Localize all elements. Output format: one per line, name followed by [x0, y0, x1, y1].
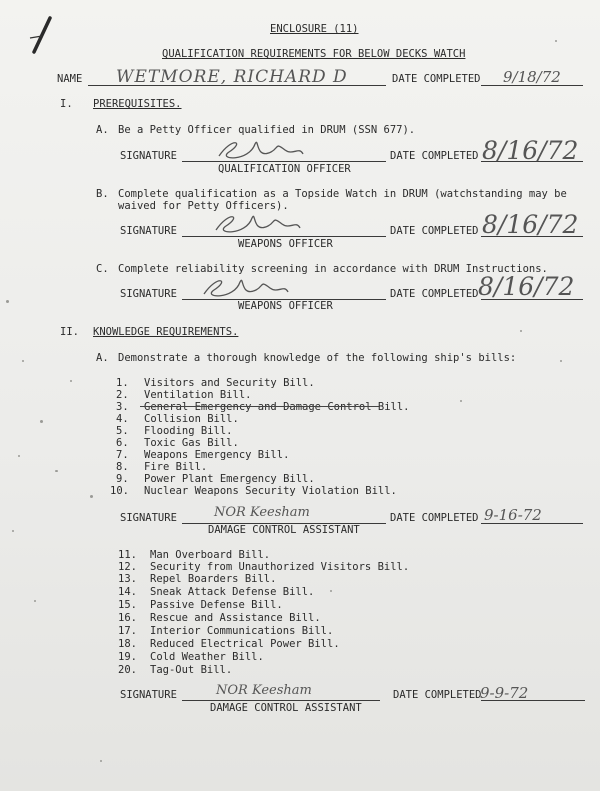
item-1c-date-value: 8/16/72: [478, 272, 575, 301]
name-label: NAME: [57, 73, 83, 85]
bill-number: 14.: [118, 586, 137, 598]
item-1a-officer: QUALIFICATION OFFICER: [218, 163, 351, 175]
item-1c-officer: WEAPONS OFFICER: [238, 300, 333, 312]
bill-name: Sneak Attack Defense Bill.: [150, 586, 315, 598]
bill-name: Power Plant Emergency Bill.: [144, 473, 315, 485]
bill-name: Man Overboard Bill.: [150, 549, 271, 561]
speck: [555, 40, 557, 42]
item-1b-signature-scrawl: [212, 208, 302, 238]
item-1a-date-label: DATE COMPLETED: [390, 150, 479, 162]
item-1b-officer: WEAPONS OFFICER: [238, 238, 333, 250]
speck: [34, 600, 36, 602]
bill-name: Rescue and Assistance Bill.: [150, 612, 321, 624]
bill-name: Nuclear Weapons Security Violation Bill.: [144, 485, 397, 497]
item-1c-signature-scrawl: [200, 272, 290, 302]
speck: [6, 300, 9, 303]
bill-name: Ventilation Bill.: [144, 389, 252, 401]
bill-name: Fire Bill.: [144, 461, 208, 473]
bill-number: 2.: [116, 389, 129, 401]
bills-2-signature-line: [182, 700, 380, 701]
speck: [560, 360, 562, 362]
item-1c-date-label: DATE COMPLETED: [390, 288, 479, 300]
bill-name: Security from Unauthorized Visitors Bill.: [150, 561, 410, 573]
bill-name: Passive Defense Bill.: [150, 599, 283, 611]
speck: [460, 400, 462, 402]
item-2a-text: Demonstrate a thorough knowledge of the following ship's bills:: [118, 352, 517, 364]
section-1-numeral: I.: [60, 98, 73, 110]
speck: [18, 455, 20, 457]
bill-name: Repel Boarders Bill.: [150, 573, 277, 585]
item-1b-text-line2: waived for Petty Officers).: [118, 200, 289, 212]
bill-number: 15.: [118, 599, 137, 611]
speck: [520, 330, 522, 332]
name-date-label: DATE COMPLETED: [392, 73, 481, 85]
bill-number: 9.: [116, 473, 129, 485]
strike-through-mark: [140, 406, 380, 407]
section-2-heading: KNOWLEDGE REQUIREMENTS.: [93, 326, 239, 338]
bill-name: Toxic Gas Bill.: [144, 437, 239, 449]
item-1b-signature-label: SIGNATURE: [120, 225, 177, 237]
bill-name: General Emergency and Damage Control Bill.: [144, 401, 410, 413]
bills-2-signature-label: SIGNATURE: [120, 689, 177, 701]
item-1b-date-label: DATE COMPLETED: [390, 225, 479, 237]
name-date-value: 9/18/72: [503, 68, 561, 86]
bill-number: 13.: [118, 573, 137, 585]
name-value: WETMORE, RICHARD D: [116, 67, 348, 87]
bills-2-date-label: DATE COMPLETED: [393, 689, 482, 701]
bills-2-officer: DAMAGE CONTROL ASSISTANT: [210, 702, 362, 714]
bill-number: 8.: [116, 461, 129, 473]
bill-number: 17.: [118, 625, 137, 637]
bill-number: 16.: [118, 612, 137, 624]
bills-1-signer: NOR Keesham: [214, 505, 310, 520]
section-2-numeral: II.: [60, 326, 79, 338]
bill-number: 18.: [118, 638, 137, 650]
bill-name: Flooding Bill.: [144, 425, 233, 437]
bill-name: Tag-Out Bill.: [150, 664, 233, 676]
bill-number: 4.: [116, 413, 129, 425]
speck: [90, 495, 93, 498]
bill-number: 20.: [118, 664, 137, 676]
bills-1-date-label: DATE COMPLETED: [390, 512, 479, 524]
item-1a-signature-label: SIGNATURE: [120, 150, 177, 162]
speck: [22, 360, 24, 362]
bill-name: Visitors and Security Bill.: [144, 377, 315, 389]
enclosure-label: ENCLOSURE (11): [270, 23, 359, 35]
bills-1-officer: DAMAGE CONTROL ASSISTANT: [208, 524, 360, 536]
item-1b-text-line1: Complete qualification as a Topside Watch in DRUM (watchstanding may be: [118, 188, 567, 200]
item-2a-letter: A.: [96, 352, 109, 364]
bills-2-signer: NOR Keesham: [216, 683, 312, 698]
item-1a-signature-scrawl: [215, 134, 305, 164]
item-1c-signature-label: SIGNATURE: [120, 288, 177, 300]
section-1-heading: PREREQUISITES.: [93, 98, 182, 110]
page-title: QUALIFICATION REQUIREMENTS FOR BELOW DECKS WATCH: [162, 48, 466, 60]
item-1a-date-value: 8/16/72: [482, 136, 579, 165]
bill-name: Cold Weather Bill.: [150, 651, 264, 663]
speck: [330, 590, 332, 592]
bill-number: 3.: [116, 401, 129, 413]
speck: [55, 470, 58, 472]
bill-number: 6.: [116, 437, 129, 449]
bill-number: 12.: [118, 561, 137, 573]
pen-mark: [28, 16, 54, 56]
item-1c-letter: C.: [96, 263, 109, 275]
bills-2-date-value: 9-9-72: [480, 684, 529, 702]
bill-name: Reduced Electrical Power Bill.: [150, 638, 340, 650]
bill-name: Weapons Emergency Bill.: [144, 449, 290, 461]
item-1c-text: Complete reliability screening in accordance with DRUM Instructions.: [118, 263, 548, 275]
bill-number: 10.: [110, 485, 129, 497]
bill-number: 7.: [116, 449, 129, 461]
bills-1-date-value: 9-16-72: [484, 506, 542, 524]
bill-number: 5.: [116, 425, 129, 437]
bills-1-signature-label: SIGNATURE: [120, 512, 177, 524]
bill-number: 11.: [118, 549, 137, 561]
speck: [40, 420, 43, 423]
item-1a-text: Be a Petty Officer qualified in DRUM (SSN 677).: [118, 124, 416, 136]
bill-name: Interior Communications Bill.: [150, 625, 334, 637]
item-1b-letter: B.: [96, 188, 109, 200]
speck: [70, 380, 72, 382]
item-1b-date-value: 8/16/72: [482, 210, 579, 239]
bill-name: Collision Bill.: [144, 413, 239, 425]
bill-number: 19.: [118, 651, 137, 663]
bill-number: 1.: [116, 377, 129, 389]
speck: [12, 530, 14, 532]
item-1a-letter: A.: [96, 124, 109, 136]
speck: [100, 760, 102, 762]
